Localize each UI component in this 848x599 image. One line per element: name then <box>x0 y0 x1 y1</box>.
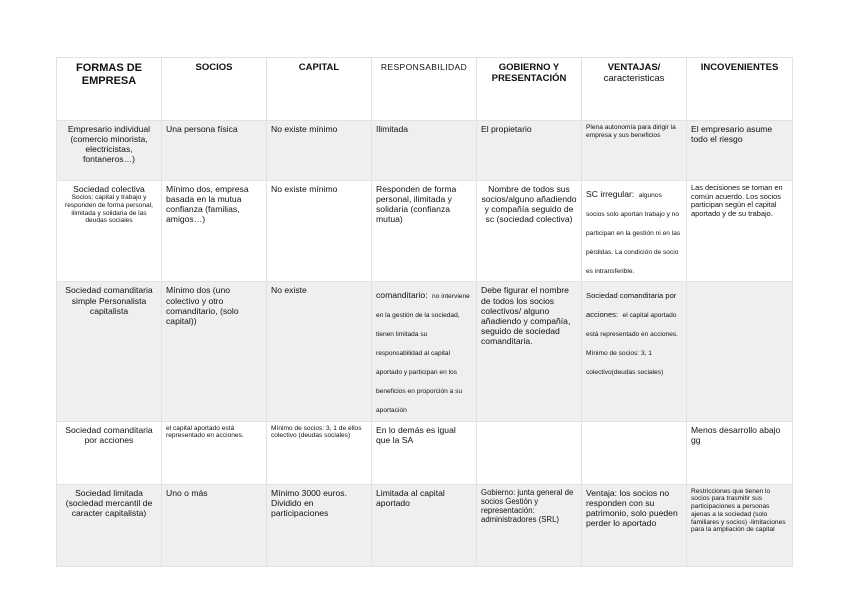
cell-gobierno: Nombre de todos sus socios/alguno añadiendo y compañía seguido de sc (sociedad colectiva) <box>477 181 582 282</box>
header-formas: FORMAS DE EMPRESA <box>57 58 162 121</box>
cell-gobierno: Gobierno: junta general de socios Gestión y representación: administradores (SRL) <box>477 484 582 566</box>
cell-ventajas: Plena autonomía para dirigir la empresa y sus beneficios <box>582 121 687 181</box>
cell-forma: Empresario individual (comercio minorista, electricistas, fontaneros…) <box>57 121 162 181</box>
cell-ventajas <box>582 181 687 282</box>
cell-responsabilidad-lead: comanditario: <box>376 290 428 301</box>
cell-ventajas <box>582 421 687 484</box>
cell-socios: Mínimo dos, empresa basada en la mutua confianza (familias, amigos…) <box>162 181 267 282</box>
cell-inconvenientes <box>687 282 793 421</box>
header-responsabilidad: RESPONSABILIDAD <box>372 58 477 121</box>
cell-responsabilidad: En lo demás es igual que la SA <box>372 421 477 484</box>
cell-responsabilidad: Responden de forma personal, ilimitada y solidaria (confianza mutua) <box>372 181 477 282</box>
cell-gobierno: El propietario <box>477 121 582 181</box>
cell-gobierno: Debe figurar el nombre de todos los socios colectivos/ alguno añadiendo y compañía, seguido de sociedad comanditaria. <box>477 282 582 421</box>
cell-inconvenientes: Las decisiones se toman en común acuerdo. Los socios participan según el capital aportado y de su trabajo. <box>687 181 793 282</box>
cell-ventajas-text: el capital aportado está representado en acciones. Mínimo de socios: 3, 1 colectivo(deudas sociales) <box>586 312 679 376</box>
cell-responsabilidad-text: no interviene en la gestión de la sociedad, tienen limitada su responsabilidad al capital aportado y participan en los beneficios en proporción a su aportación <box>376 293 470 414</box>
table-row <box>57 282 793 421</box>
cell-forma-detail: Socios: capital y trabajo y responden de forma personal, ilimitada y solidaria de las deudas sociales <box>65 194 153 225</box>
header-socios: SOCIOS <box>162 58 267 121</box>
cell-forma: Sociedad comanditaria por acciones <box>57 421 162 484</box>
cell-forma <box>57 181 162 282</box>
header-gobierno: GOBIERNO Y PRESENTACIÓN <box>477 58 582 121</box>
cell-capital: No existe mínimo <box>267 181 372 282</box>
cell-capital: No existe <box>267 282 372 421</box>
cell-inconvenientes: El empresario asume todo el riesgo <box>687 121 793 181</box>
table-row <box>57 121 793 181</box>
table-row <box>57 484 793 566</box>
cell-forma-title: Sociedad colectiva <box>73 184 145 194</box>
cell-responsabilidad: Limitada al capital aportado <box>372 484 477 566</box>
header-capital: CAPITAL <box>267 58 372 121</box>
cell-inconvenientes: Menos desarrollo abajo gg <box>687 421 793 484</box>
company-forms-table <box>56 57 793 567</box>
cell-socios: el capital aportado está representado en acciones. <box>162 421 267 484</box>
cell-inconvenientes: Restricciones que tienen lo socios para trasmitir sus participaciones a personas ajenas a la sociedad (solo familiares y socios) -limitaciones para la ampliación de capital <box>687 484 793 566</box>
cell-responsabilidad <box>372 282 477 421</box>
cell-forma: Sociedad limitada (sociedad mercantil de caracter capitalista) <box>57 484 162 566</box>
cell-ventajas: Ventaja: los socios no responden con su patrimonio, solo pueden perder lo aportado <box>582 484 687 566</box>
header-row <box>57 58 793 121</box>
cell-ventajas-lead: SC irregular: <box>586 189 635 199</box>
cell-responsabilidad: Ilimitada <box>372 121 477 181</box>
cell-ventajas-text: algunos socios solo aportan trabajo y no participan en la gestión ni en las pérdidas. La condición de socio es intransferible. <box>586 192 681 275</box>
table-row <box>57 421 793 484</box>
header-inconvenientes: INCOVENIENTES <box>687 58 793 121</box>
cell-socios: Una persona física <box>162 121 267 181</box>
cell-ventajas-lead: Sociedad comanditaria por acciones: <box>586 291 677 320</box>
cell-capital: Mínimo 3000 euros. Dividido en participaciones <box>267 484 372 566</box>
header-ventajas-line1: VENTAJAS/ <box>607 62 661 73</box>
cell-capital: Mínimo de socios: 3, 1 de ellos colectivo (deudas sociales) <box>267 421 372 484</box>
cell-socios: Mínimo dos (uno colectivo y otro comanditario, (solo capital)) <box>162 282 267 421</box>
header-ventajas-line2: caracteristicas <box>603 73 665 85</box>
cell-gobierno <box>477 421 582 484</box>
table-row <box>57 181 793 282</box>
cell-capital: No existe mínimo <box>267 121 372 181</box>
header-ventajas <box>582 58 687 121</box>
cell-ventajas <box>582 282 687 421</box>
cell-forma: Sociedad comanditaria simple Personalista capitalista <box>57 282 162 421</box>
cell-socios: Uno o más <box>162 484 267 566</box>
